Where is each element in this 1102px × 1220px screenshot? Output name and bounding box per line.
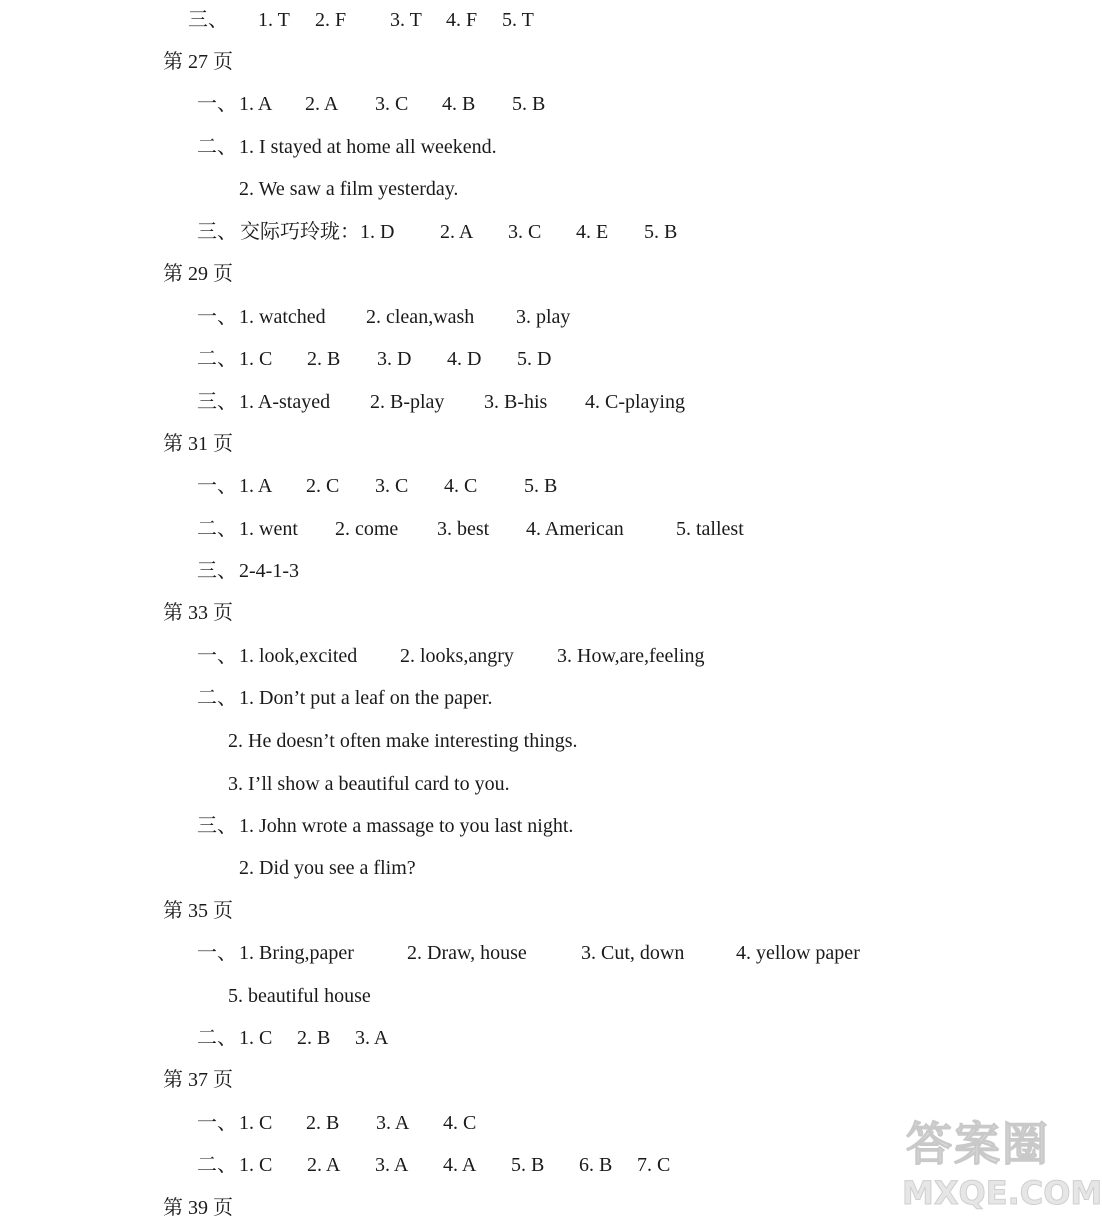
section-number: 三、 (197, 391, 237, 413)
section-number: 一、 (197, 93, 237, 115)
answer-item: 3. play (516, 306, 571, 328)
answer-item: 4. C (443, 1112, 477, 1134)
section-number: 三、 (188, 9, 228, 31)
answer-item: 2. B-play (370, 391, 445, 413)
answer-item: 2. A (440, 221, 474, 243)
answer-item: 1. Bring,paper (239, 942, 354, 964)
answer-item: 1. C (239, 1112, 273, 1134)
answer-item: 3. C (375, 475, 409, 497)
answer-item: 1. Don’t put a leaf on the paper. (239, 687, 493, 709)
section-number: 二、 (197, 1027, 237, 1049)
answer-item: 1. went (239, 518, 298, 540)
section-number: 三、 (197, 815, 237, 837)
answer-item: 3. C (508, 221, 542, 243)
answer-item: 2. B (306, 1112, 340, 1134)
page-heading-text: 第 33 页 (163, 602, 233, 624)
answer-item: 6. B (579, 1154, 613, 1176)
section-number: 二、 (197, 687, 237, 709)
answer-item: 1. A (239, 93, 273, 115)
answer-item: 3. A (375, 1154, 409, 1176)
answer-item: 3. B-his (484, 391, 548, 413)
section-number: 一、 (197, 645, 237, 667)
answer-item: 3. C (375, 93, 409, 115)
section-number: 一、 (197, 475, 237, 497)
answer-item: 1. T (258, 9, 290, 31)
answer-item: 3. How,are,feeling (557, 645, 705, 667)
answer-item: 1. watched (239, 306, 326, 328)
answer-item: 3. I’ll show a beautiful card to you. (228, 773, 510, 795)
answer-item: 4. yellow paper (736, 942, 860, 964)
section-number: 二、 (197, 1154, 237, 1176)
section-number: 二、 (197, 348, 237, 370)
answer-item: 2. B (297, 1027, 331, 1049)
watermark-logo (900, 1108, 1102, 1216)
section-number: 一、 (197, 942, 237, 964)
page-heading-text: 第 29 页 (163, 263, 233, 285)
answer-item: 4. D (447, 348, 482, 370)
answer-item: 3. T (390, 9, 422, 31)
answer-item: 7. C (637, 1154, 671, 1176)
page-heading-text: 第 39 页 (163, 1197, 233, 1219)
answer-item: 2. A (307, 1154, 341, 1176)
answer-item: 4. F (446, 9, 478, 31)
page-heading-text: 第 35 页 (163, 900, 233, 922)
page-heading-text: 第 31 页 (163, 433, 233, 455)
page-heading-text: 第 37 页 (163, 1069, 233, 1091)
section-number: 二、 (197, 518, 237, 540)
answer-item: 3. best (437, 518, 490, 540)
answer-item: 2-4-1-3 (239, 560, 299, 582)
answer-item: 2. clean,wash (366, 306, 475, 328)
answer-item: 5. B (644, 221, 678, 243)
answer-item: 1. A (239, 475, 273, 497)
answer-item: 4. C (444, 475, 478, 497)
answer-item: 1. C (239, 348, 273, 370)
answer-item: 2. looks,angry (400, 645, 514, 667)
section-number: 二、 (197, 136, 237, 158)
answer-item: 5. B (511, 1154, 545, 1176)
answer-item: 1. C (239, 1027, 273, 1049)
answer-item: 2. C (306, 475, 340, 497)
answer-item: 2. Draw, house (407, 942, 527, 964)
answer-item: 1. A-stayed (239, 391, 331, 413)
answer-item: 3. A (376, 1112, 410, 1134)
answer-item: 2. He doesn’t often make interesting things. (228, 730, 578, 752)
answer-item: 交际巧玲珑：1. D (240, 221, 395, 243)
answer-item: 2. B (307, 348, 341, 370)
section-number: 三、 (197, 560, 237, 582)
answer-item: 2. We saw a film yesterday. (239, 178, 459, 200)
answer-item: 1. C (239, 1154, 273, 1176)
page-heading-text: 第 27 页 (163, 51, 233, 73)
section-number: 一、 (197, 1112, 237, 1134)
answer-item: 1. look,excited (239, 645, 358, 667)
answer-item: 2. F (315, 9, 347, 31)
answer-item: 3. Cut, down (581, 942, 685, 964)
answer-item: 3. A (355, 1027, 389, 1049)
answer-item: 4. E (576, 221, 609, 243)
answer-item: 4. American (526, 518, 624, 540)
answer-item: 5. T (502, 9, 534, 31)
watermark-brand: 答案圈 (906, 1117, 1050, 1171)
section-number: 三、 (197, 221, 237, 243)
answer-item: 2. Did you see a flim? (239, 857, 416, 879)
answer-item: 1. I stayed at home all weekend. (239, 136, 497, 158)
answer-item: 4. B (442, 93, 476, 115)
section-number: 一、 (197, 306, 237, 328)
answer-item: 5. B (524, 475, 558, 497)
answer-item: 2. come (335, 518, 399, 540)
answer-item: 1. John wrote a massage to you last night. (239, 815, 574, 837)
answer-item: 5. beautiful house (228, 985, 371, 1007)
answer-item: 5. tallest (676, 518, 744, 540)
answer-item: 5. D (517, 348, 552, 370)
answer-item: 3. D (377, 348, 412, 370)
answer-item: 2. A (305, 93, 339, 115)
answer-item: 4. C-playing (585, 391, 685, 413)
answer-item: 4. A (443, 1154, 477, 1176)
watermark-url: MXQE.COM (902, 1174, 1102, 1212)
answer-item: 5. B (512, 93, 546, 115)
